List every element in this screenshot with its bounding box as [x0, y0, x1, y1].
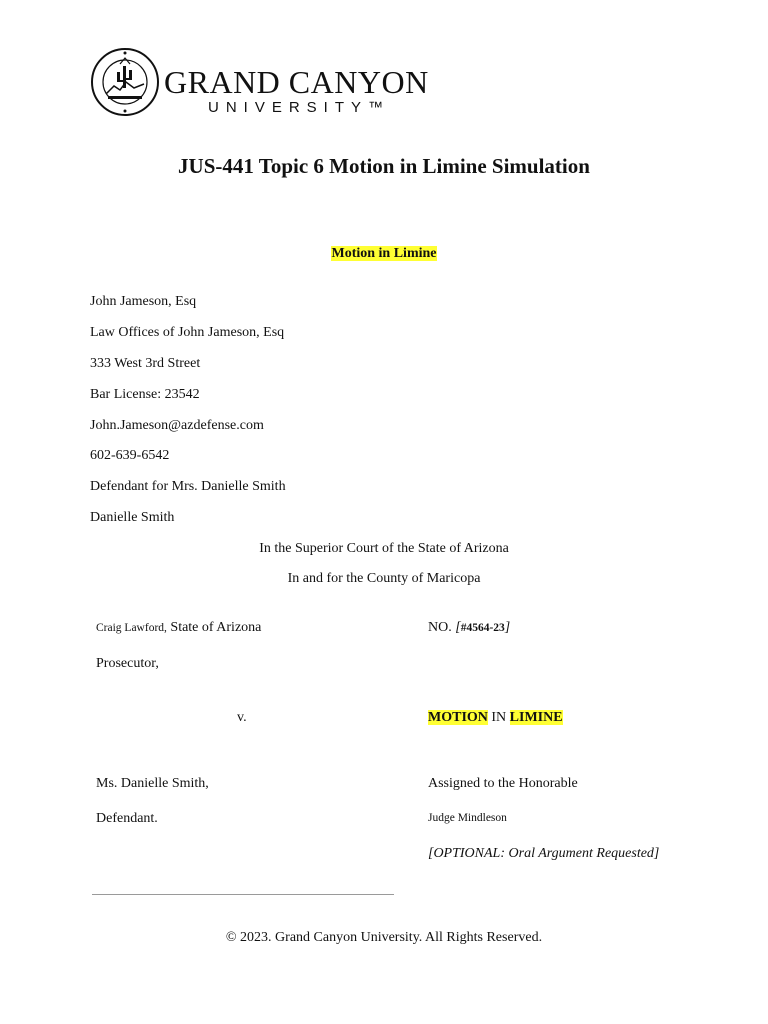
university-logo [90, 44, 429, 122]
court-county: In and for the County of Maricopa [287, 571, 481, 586]
plaintiff-state: State of Arizona [166, 620, 262, 635]
case-number-close: ] [504, 620, 511, 635]
university-name-line2: UNIVERSITY™ [208, 99, 391, 116]
document-title: JUS-441 Topic 6 Motion in Limine Simulation [178, 154, 590, 178]
versus: v. [237, 710, 247, 725]
oral-argument-note: [OPTIONAL: Oral Argument Requested] [428, 846, 660, 861]
assigned-label: Assigned to the Honorable [428, 776, 578, 791]
plaintiff-role: Prosecutor, [96, 656, 159, 671]
attorney-name: John Jameson, Esq [90, 294, 197, 309]
defendant-role: Defendant. [96, 811, 158, 826]
footer-divider [92, 894, 394, 895]
plaintiff-name [96, 620, 261, 636]
motion-heading [428, 710, 563, 726]
motion-word-2: IN [487, 710, 510, 725]
copyright-footer: © 2023. Grand Canyon University. All Rights Reserved. [225, 930, 543, 945]
case-number-open: [ [455, 620, 461, 635]
law-office: Law Offices of John Jameson, Esq [90, 325, 285, 340]
attorney-for: Defendant for Mrs. Danielle Smith [90, 479, 286, 494]
motion-word-3: LIMINE [509, 710, 563, 725]
case-number-value: #4564-23 [460, 622, 505, 634]
street-address: 333 West 3rd Street [90, 356, 201, 371]
plaintiff-name-small: Craig Lawford, [96, 622, 167, 634]
university-name-line1: GRAND CANYON [164, 64, 429, 100]
case-number [428, 620, 510, 636]
motion-subtitle-text: Motion in Limine [331, 246, 437, 261]
case-number-label: NO. [428, 620, 456, 635]
court-name: In the Superior Court of the State of Arizona [259, 541, 509, 556]
motion-word-1: MOTION [428, 710, 488, 725]
client-name: Danielle Smith [90, 510, 175, 525]
bar-license: Bar License: 23542 [90, 387, 200, 402]
defendant-name: Ms. Danielle Smith, [96, 776, 209, 791]
attorney-phone: 602-639-6542 [90, 448, 170, 463]
university-seal-icon [90, 44, 160, 120]
attorney-email: John.Jameson@azdefense.com [90, 418, 264, 433]
motion-subtitle [0, 246, 768, 262]
judge-name: Judge Mindleson [428, 812, 507, 824]
